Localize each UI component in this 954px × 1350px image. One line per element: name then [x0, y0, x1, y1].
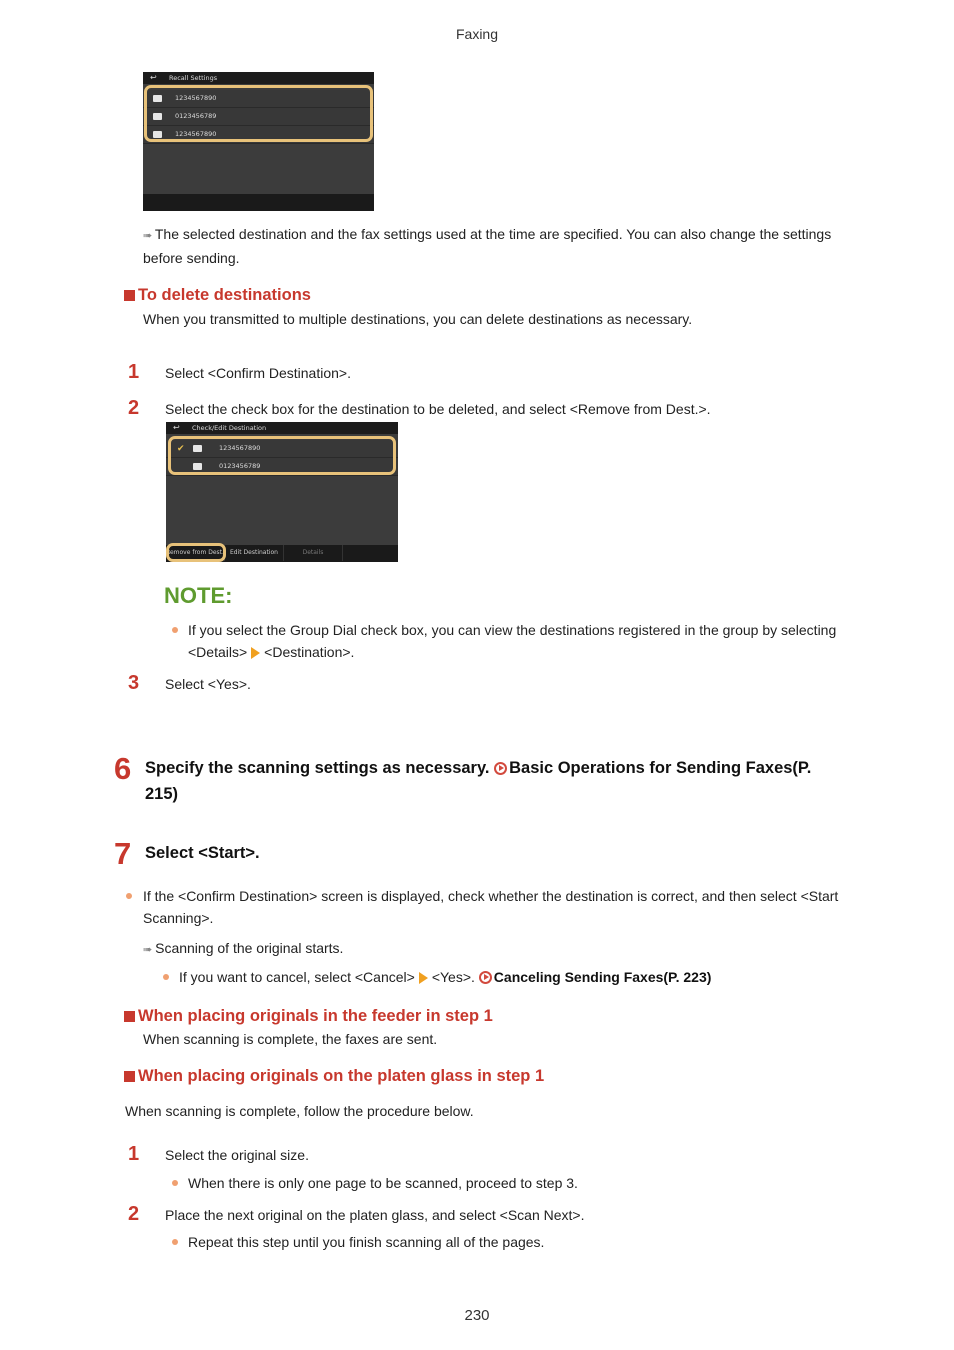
- delete-intro: When you transmitted to multiple destinations, you can delete destinations as necessary.: [143, 311, 693, 327]
- step-text: Select the original size.: [165, 1147, 309, 1163]
- step-number: 2: [128, 397, 140, 419]
- step-text: Select the check box for the destination to be deleted, and select <Remove from Dest.>.: [165, 401, 711, 417]
- highlight-frame: [168, 436, 396, 475]
- step-bullet: When there is only one page to be scanned, proceed to step 3.: [188, 1175, 578, 1191]
- step-text: Select <Confirm Destination>.: [165, 365, 351, 381]
- note-title: NOTE:: [164, 583, 233, 608]
- step-number: 1: [128, 1143, 140, 1165]
- bullet-dot: [163, 974, 169, 980]
- link-arrow-icon: [494, 762, 507, 775]
- recall-settings-screenshot: [143, 72, 374, 211]
- feeder-text: When scanning is complete, the faxes are sent.: [143, 1031, 438, 1047]
- result-arrow-icon: ➠: [143, 230, 152, 242]
- step-bullet: Repeat this step until you finish scanning all of the pages.: [188, 1234, 545, 1250]
- main-step-text: Select <Start>.: [145, 844, 260, 862]
- section-heading-delete: To delete destinations: [124, 286, 311, 305]
- main-step-number: 6: [114, 751, 132, 786]
- screen-bottom-bar: [143, 194, 374, 211]
- result-line: ➠ Scanning of the original starts.: [143, 940, 344, 956]
- note-text: If you select the Group Dial check box, you can view the destinations registered in the group by selecting <Details> <Destination>.: [188, 622, 837, 660]
- running-header: Faxing: [455, 26, 499, 42]
- main-step-text: Specify the scanning settings as necessary. Basic Operations for Sending Faxes(P. 215): [145, 759, 812, 803]
- back-icon: ↩: [173, 423, 180, 432]
- recall-row: 0123456789: [143, 108, 374, 126]
- step-text: Select <Yes>.: [165, 676, 251, 692]
- square-bullet-icon: [124, 1011, 135, 1022]
- result-line: ➠ The selected destination and the fax settings used at the time are specified. You can also change the settings before sending.: [143, 226, 832, 266]
- remove-from-dest-button: Remove from Dest.: [166, 545, 225, 561]
- arrow-triangle-icon: [419, 972, 428, 984]
- edit-destination-button: Edit Destination: [225, 545, 284, 561]
- screen-title: Recall Settings: [169, 74, 218, 82]
- bullet-dot: [172, 627, 178, 633]
- checkmark-icon: ✔: [177, 444, 185, 454]
- highlight-frame: [144, 85, 373, 142]
- screen-title: Check/Edit Destination: [192, 424, 267, 432]
- details-button: Details: [284, 545, 343, 561]
- section-heading-platen: When placing originals on the platen glass in step 1: [124, 1067, 544, 1086]
- bullet-dot: [172, 1180, 178, 1186]
- step-number: 1: [128, 361, 140, 383]
- bullet-dot: [126, 893, 132, 899]
- link-arrow-icon: [479, 971, 492, 984]
- back-icon: ↩: [150, 73, 157, 82]
- highlight-frame: [166, 543, 226, 562]
- link-canceling-sending-faxes[interactable]: Canceling Sending Faxes(P. 223): [493, 969, 712, 985]
- recall-row: 1234567890: [143, 90, 374, 108]
- recall-row: 1234567890: [143, 126, 374, 144]
- step7-bullet: If the <Confirm Destination> screen is displayed, check whether the destination is correct, and then select <Start Scanning>.: [143, 888, 839, 926]
- check-edit-destination-screenshot: [166, 422, 398, 562]
- square-bullet-icon: [124, 1071, 135, 1082]
- cancel-note: If you want to cancel, select <Cancel> <Yes>. Canceling Sending Faxes(P. 223): [179, 969, 712, 985]
- step-text: Place the next original on the platen glass, and select <Scan Next>.: [165, 1207, 585, 1223]
- link-basic-operations[interactable]: Basic Operations for Sending Faxes(P. 215): [145, 759, 812, 803]
- step-number: 3: [128, 672, 140, 694]
- section-heading-feeder: When placing originals in the feeder in step 1: [124, 1007, 493, 1026]
- bullet-dot: [172, 1239, 178, 1245]
- step-number: 2: [128, 1203, 140, 1225]
- destination-row: ✔ 1234567890: [166, 440, 398, 458]
- destination-row: 0123456789: [166, 458, 398, 476]
- result-arrow-icon: ➠: [143, 944, 152, 956]
- square-bullet-icon: [124, 290, 135, 301]
- main-step-number: 7: [114, 836, 132, 871]
- page-number: 230: [464, 1307, 490, 1324]
- platen-intro: When scanning is complete, follow the procedure below.: [125, 1103, 474, 1119]
- arrow-triangle-icon: [251, 647, 260, 659]
